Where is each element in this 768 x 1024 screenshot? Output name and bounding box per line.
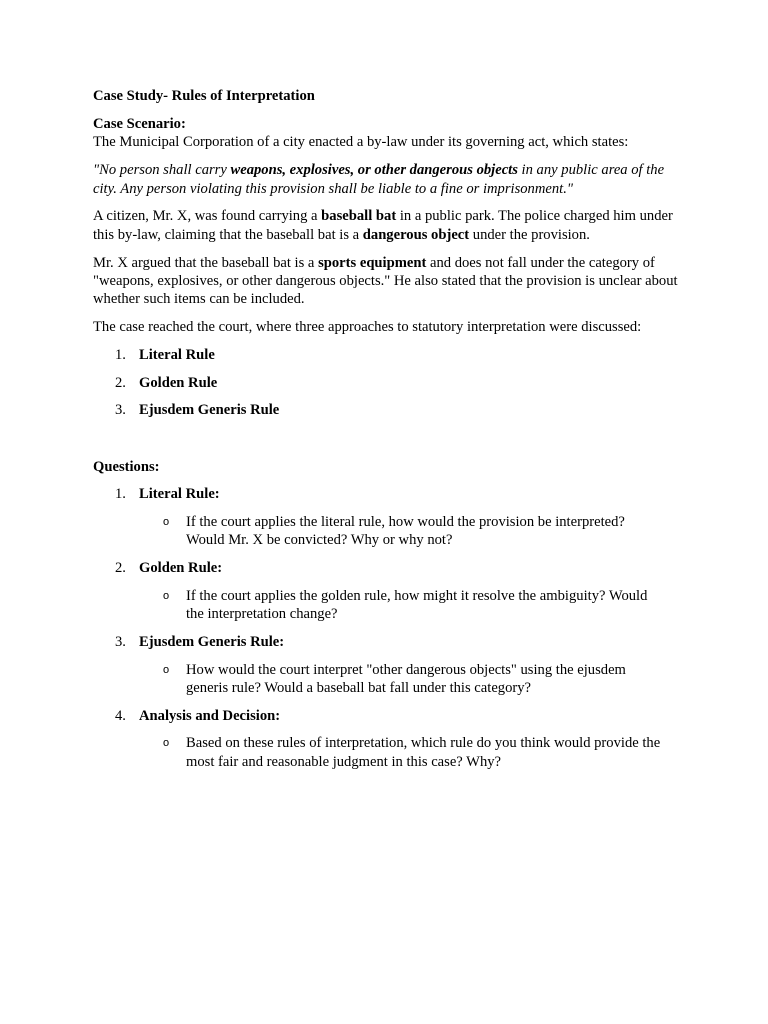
question-text bbox=[93, 734, 666, 771]
question-title-text: Golden Rule: bbox=[139, 560, 223, 577]
list-number: 3. bbox=[115, 633, 126, 650]
scenario-heading: Case Scenario: bbox=[93, 115, 186, 132]
scenario-intro: The Municipal Corporation of a city enacted a by-law under its governing act, which states: bbox=[93, 134, 629, 151]
question-body: Based on these rules of interpretation, which rule do you think would provide the most fair and reasonable judgment in this case? Why? bbox=[186, 735, 661, 770]
list-number: 2. bbox=[115, 560, 126, 577]
question-item bbox=[93, 485, 683, 550]
bullet-icon: o bbox=[163, 589, 170, 602]
approach-label: Ejusdem Generis Rule bbox=[139, 402, 280, 419]
question-title-text: Ejusdem Generis Rule: bbox=[139, 633, 285, 650]
document-title: Case Study- Rules of Interpretation bbox=[93, 88, 315, 104]
facts-text-1: A citizen, Mr. X, was found carrying a bbox=[93, 208, 322, 225]
argument-text-1: Mr. X argued that the baseball bat is a bbox=[93, 254, 319, 271]
question-body: If the court applies the literal rule, how would the provision be interpreted? Would Mr. X be convicted? Why or why not? bbox=[186, 514, 625, 549]
facts-paragraph bbox=[93, 207, 683, 244]
question-body: If the court applies the golden rule, how might it resolve the ambiguity? Would the interpretation change? bbox=[186, 587, 648, 623]
question-item bbox=[93, 707, 683, 772]
quote-text-2: in any public area of the city. Any person violating this provision shall be liable to a fine or imprisonment." bbox=[93, 162, 665, 197]
bullet-icon: o bbox=[163, 663, 170, 676]
bylaw-quote bbox=[93, 161, 683, 198]
questions-list bbox=[93, 485, 683, 771]
quote-bold: weapons, explosives, or other dangerous objects bbox=[230, 162, 518, 179]
question-body: How would the court interpret "other dangerous objects" using the ejusdem generis rule? Would a baseball bat fall under this category? bbox=[186, 661, 626, 697]
facts-bold-1: baseball bat bbox=[321, 208, 397, 225]
question-title bbox=[93, 707, 683, 725]
quote-text-1: "No person shall carry bbox=[93, 162, 231, 179]
bullet-icon: o bbox=[163, 737, 170, 750]
question-title bbox=[93, 633, 683, 651]
list-number: 1. bbox=[115, 486, 126, 503]
list-number: 1. bbox=[115, 346, 126, 363]
facts-text-3: under the provision. bbox=[469, 226, 590, 243]
list-item bbox=[93, 401, 683, 419]
question-title bbox=[93, 485, 683, 503]
document-page bbox=[93, 87, 683, 771]
argument-bold-1: sports equipment bbox=[318, 254, 427, 271]
approach-label: Literal Rule bbox=[139, 346, 215, 363]
list-number: 2. bbox=[115, 374, 126, 391]
approach-label: Golden Rule bbox=[139, 374, 218, 391]
question-text bbox=[93, 513, 666, 550]
list-number: 3. bbox=[115, 402, 126, 419]
question-title-text: Analysis and Decision: bbox=[139, 707, 281, 724]
list-number: 4. bbox=[115, 707, 126, 724]
questions-heading: Questions: bbox=[93, 458, 160, 475]
facts-bold-2: dangerous object bbox=[362, 226, 470, 243]
question-text bbox=[93, 661, 666, 698]
question-text bbox=[93, 587, 666, 624]
question-title bbox=[93, 559, 683, 577]
list-item bbox=[93, 346, 683, 364]
question-item bbox=[93, 559, 683, 624]
question-item bbox=[93, 633, 683, 698]
court-paragraph: The case reached the court, where three approaches to statutory interpretation were discussed: bbox=[93, 319, 642, 336]
list-item bbox=[93, 374, 683, 392]
argument-paragraph bbox=[93, 254, 683, 309]
facts-text-2: in a public park. The police charged him under this by-law, claiming that the baseball bat is a bbox=[93, 208, 673, 243]
argument-text-2: and does not fall under the category of "weapons, explosives, or other dangerous objects." He also stated that the provision is unclear about whether such items can be included. bbox=[93, 254, 678, 308]
bullet-icon: o bbox=[163, 516, 170, 529]
approaches-list bbox=[93, 346, 683, 420]
question-title-text: Literal Rule: bbox=[139, 486, 220, 503]
